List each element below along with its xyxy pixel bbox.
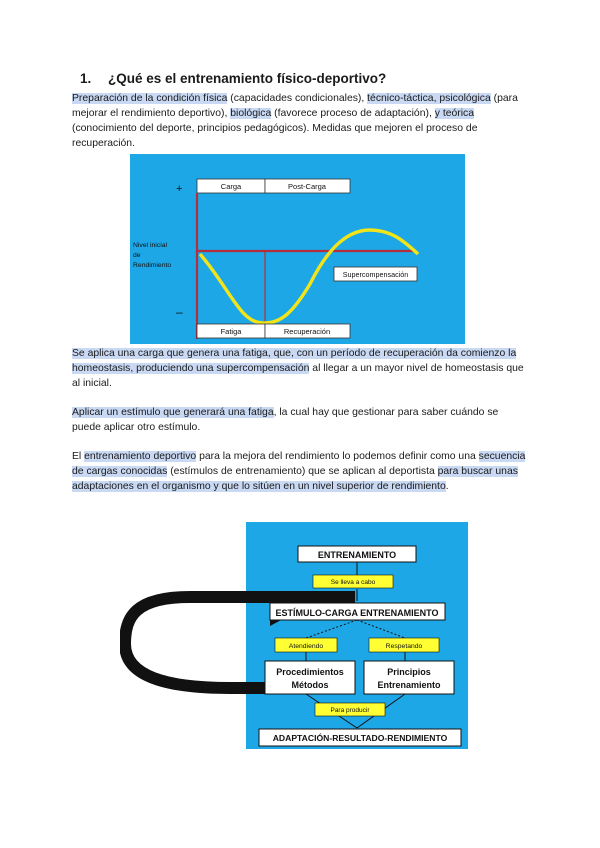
- fatiga-label: Fatiga: [220, 327, 242, 336]
- procedimientos-label: Procedimientos: [276, 667, 344, 677]
- plain-text: El: [72, 451, 85, 462]
- section-heading: [80, 71, 386, 86]
- metodos-label: Métodos: [291, 680, 329, 690]
- plain-text: .: [445, 481, 449, 492]
- estimulo-label: ESTÍMULO-CARGA ENTRENAMIENTO: [275, 608, 439, 618]
- highlight-text: biológica: [230, 108, 272, 119]
- nivel-label-line-2: de: [133, 252, 141, 259]
- plain-text: para la mejora del rendimiento lo podemos definir como una: [196, 451, 479, 462]
- plus-sign: +: [176, 183, 183, 195]
- highlight-text: y teórica: [434, 108, 475, 119]
- plain-text: (para mejorar el rendimiento deportivo),: [72, 93, 518, 119]
- highlight-text: Preparación de la condición física: [72, 93, 228, 104]
- supercompensacion-label: Supercompensación: [342, 270, 409, 279]
- entrenamiento-label: ENTRENAMIENTO: [317, 550, 397, 560]
- principios-label: Principios: [387, 667, 431, 677]
- plain-text: (conocimiento del deporte, principios pedagógicos). Medidas que mejoren el proceso de recuperación.: [72, 123, 478, 149]
- plain-text: (estímulos de entrenamiento) que se aplican al deportista: [167, 466, 438, 477]
- plain-text: (capacidades condicionales),: [227, 93, 368, 104]
- paragraph-definition: [72, 91, 528, 151]
- highlight-text: para buscar unas adaptaciones en el organismo y que lo sitúen en un nivel superior de rendimiento: [72, 466, 518, 492]
- training-flow-diagram: [120, 522, 480, 752]
- para-producir-label: Para producir: [330, 707, 370, 714]
- plain-text: (favorece proceso de adaptación),: [271, 108, 435, 119]
- paragraph-entrenamiento: [72, 449, 528, 494]
- adaptacion-label: ADAPTACIÓN-RESULTADO-RENDIMIENTO: [272, 733, 448, 743]
- plain-text: , la cual hay que gestionar para saber cuándo se puede aplicar otro estímulo.: [72, 407, 499, 433]
- nivel-label-line-1: Nivel inicial: [133, 242, 167, 249]
- minus-sign: –: [176, 305, 183, 319]
- atendiendo-label: Atendiendo: [288, 643, 324, 650]
- entrenamiento-principios-label: Entrenamiento: [377, 680, 441, 690]
- se-lleva-label: Se lleva a cabo: [330, 579, 376, 586]
- paragraph-estimulo: [72, 405, 528, 435]
- carga-label: Carga: [220, 182, 242, 191]
- heading-number: 1.: [80, 71, 92, 86]
- post-carga-label: Post-Carga: [288, 182, 326, 191]
- plain-text: al llegar a un mayor nivel de homeostasis que al inicial.: [72, 363, 524, 389]
- highlight-text: Se aplica una carga que genera una fatiga, que, con un período de recuperación da comienzo la homeostasis, produciendo una supercompensación: [72, 348, 517, 374]
- recuperacion-label: Recuperación: [283, 327, 331, 336]
- paragraph-carga: [72, 346, 528, 391]
- supercompensation-diagram: [130, 154, 465, 344]
- highlight-text: secuencia de cargas conocidas: [72, 451, 526, 477]
- highlight-text: técnico-táctica, psicológica: [367, 93, 491, 104]
- respetando-label: Respetando: [385, 643, 423, 650]
- nivel-label-line-3: Rendimiento: [133, 262, 172, 269]
- highlight-text: Aplicar un estímulo que generará una fatiga: [72, 407, 274, 418]
- heading-text: ¿Qué es el entrenamiento físico-deportivo?: [108, 71, 387, 86]
- highlight-text: entrenamiento deportivo: [84, 451, 197, 462]
